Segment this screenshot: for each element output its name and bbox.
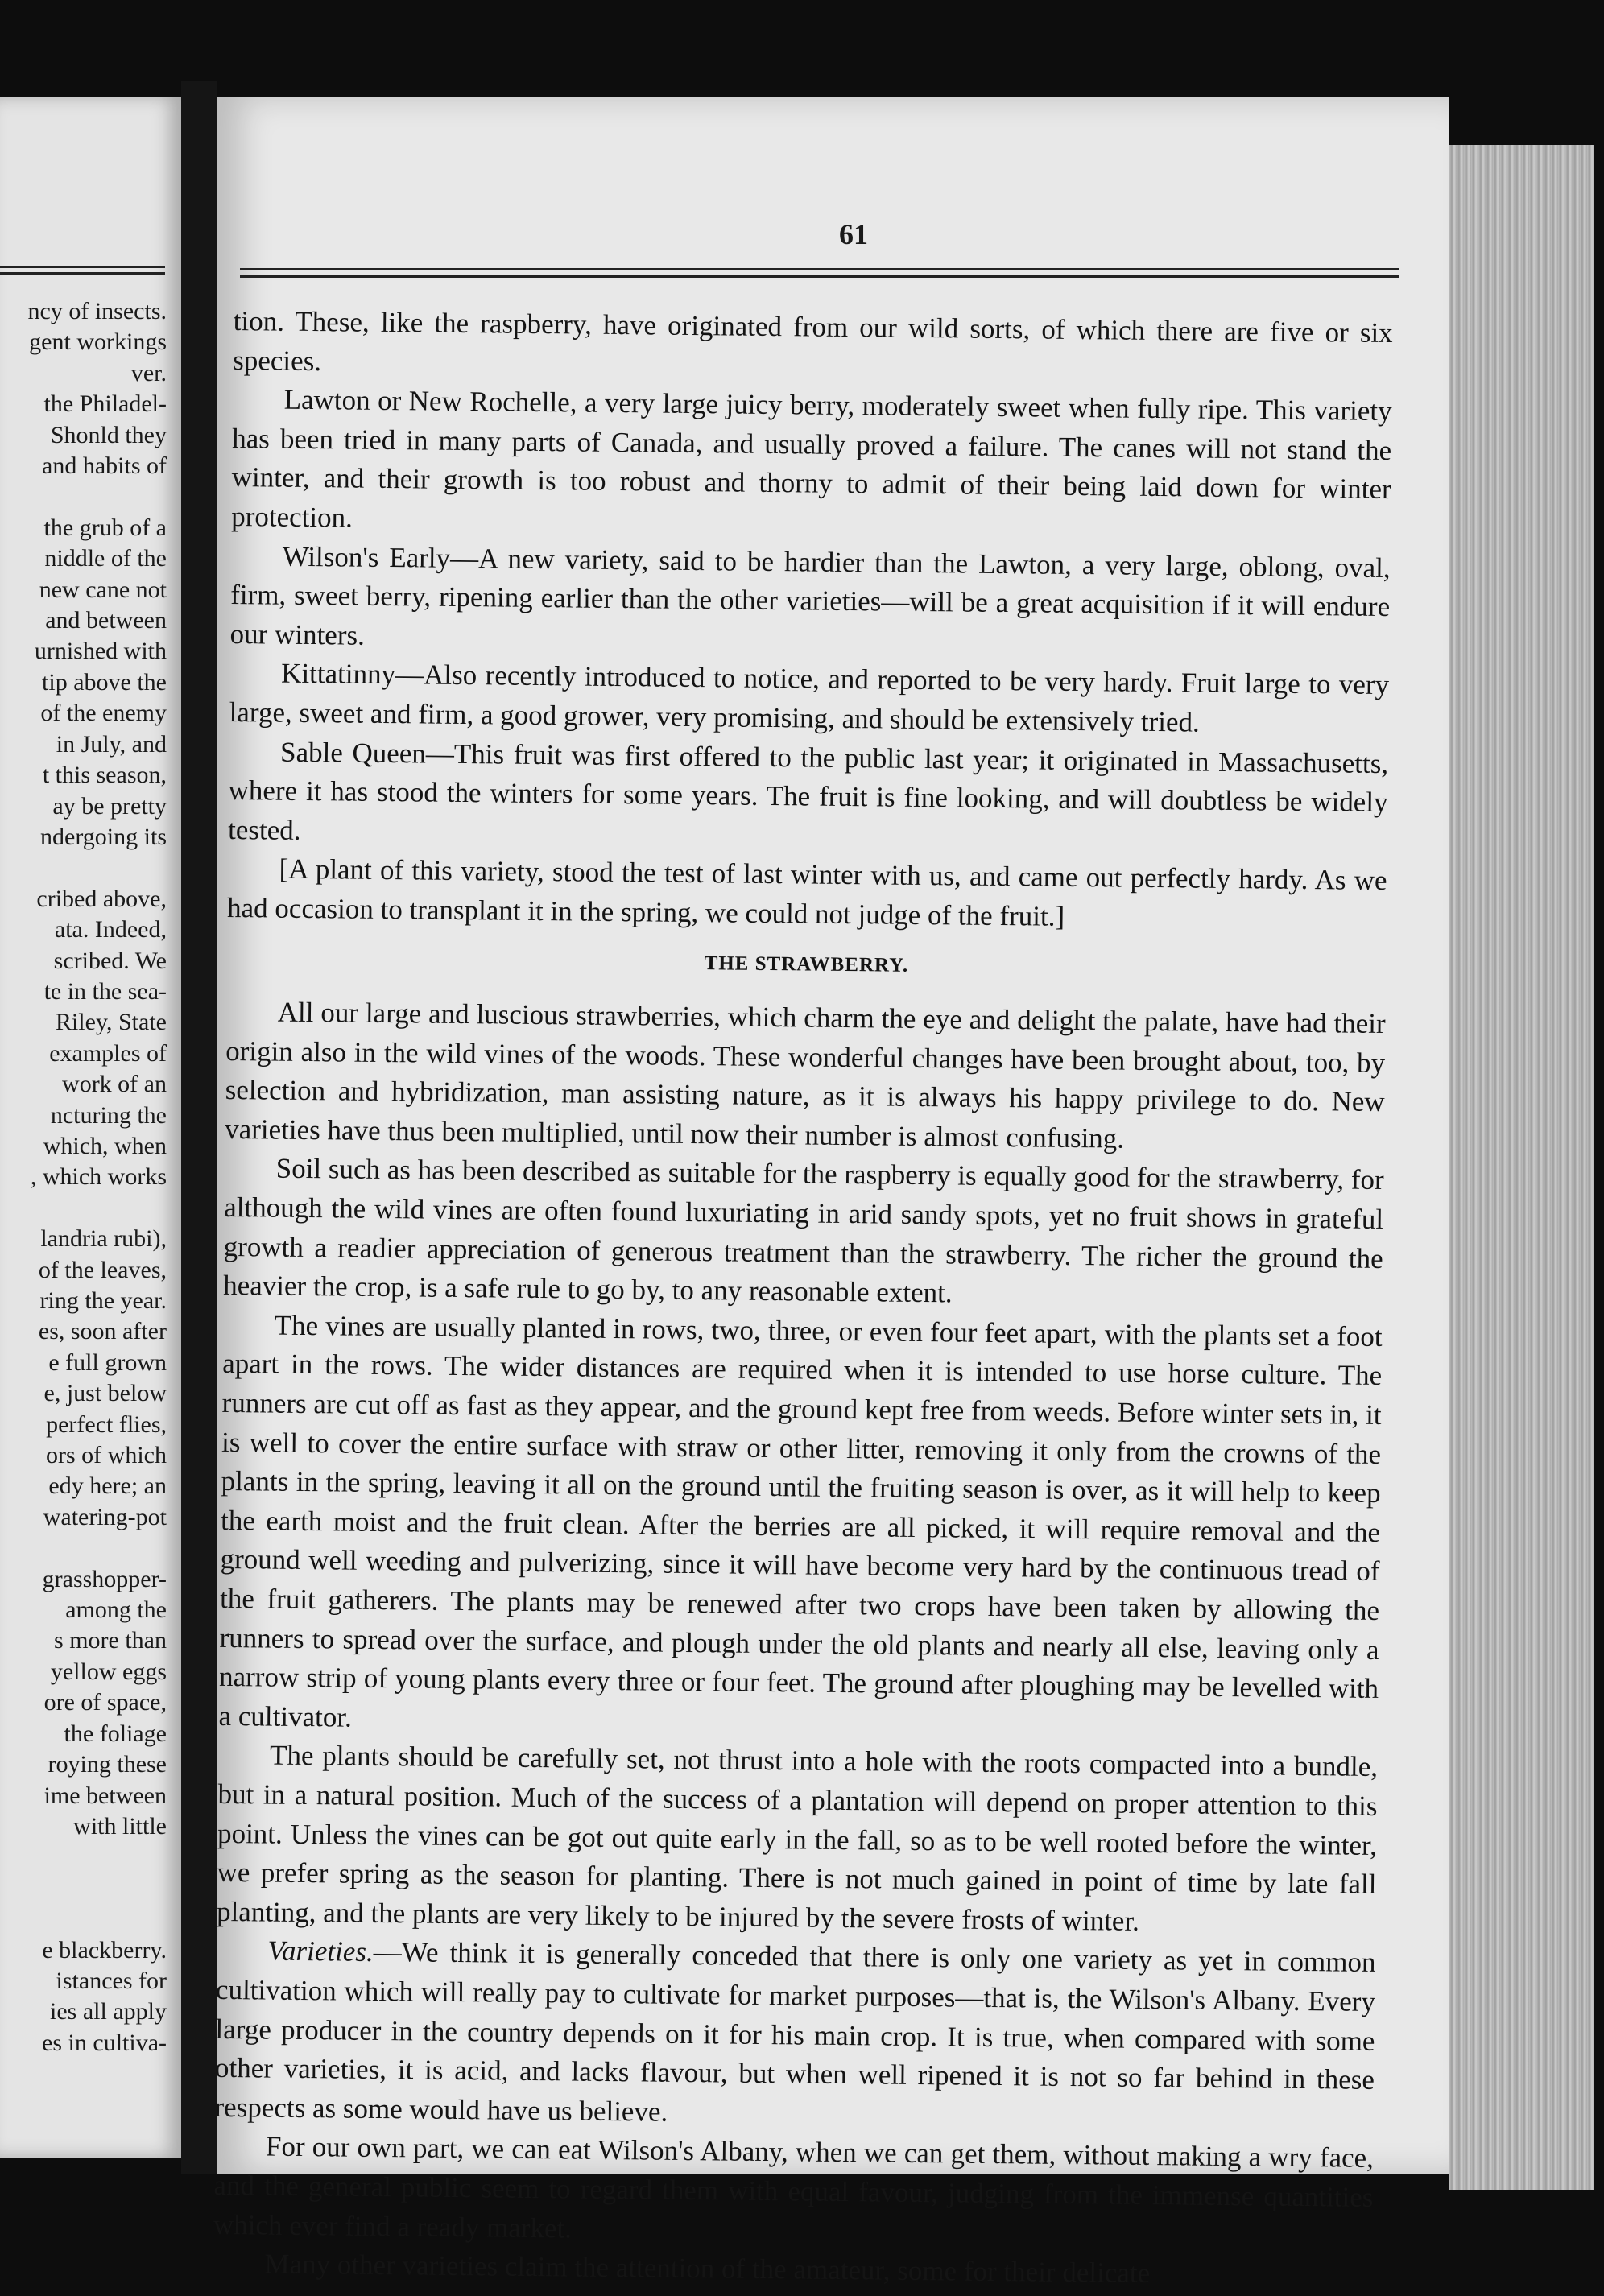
- page-body: [213, 302, 1393, 2296]
- left-page-line: istances for: [56, 1967, 167, 1994]
- left-page-line: and habits of: [42, 452, 167, 480]
- left-page-line: ors of which: [46, 1442, 167, 1469]
- left-page-line: [28, 1533, 167, 1563]
- paragraph: [A plant of this variety, stood the test of last winter with us, and came out perfectly hardy. As we had occasion to transplant it in the spring, we could not judge of the fruit.]: [226, 853, 1387, 932]
- paragraph: Wilson's Early—A new variety, said to be hardier than the Lawton, a very large, oblong, oval, firm, sweet berry, ripening earlier than the other varieties—will be a great acquisition if it will endure our winters.: [229, 540, 1391, 651]
- page-edges: [1449, 145, 1594, 2190]
- left-page-line: t this season,: [42, 762, 167, 789]
- paragraph: Sable Queen—This fruit was first offered to the public last year; it originated in Massachusetts, where it has stood the winters for some years. The fruit is fine looking, and will doubtless be widely tested.: [227, 736, 1389, 846]
- left-page-line: [28, 853, 167, 883]
- right-page: [213, 97, 1449, 2290]
- left-page-line: te in the sea-: [43, 977, 167, 1005]
- left-page-line: which, when: [43, 1132, 167, 1159]
- left-page-line: landria rubi),: [40, 1225, 167, 1253]
- left-page-line: [28, 1842, 167, 1873]
- left-page-rule: [0, 272, 165, 275]
- left-page-line: ay be pretty: [52, 792, 167, 820]
- left-page-line: s more than: [54, 1627, 167, 1654]
- section-strawberry: [217, 993, 1386, 1943]
- left-page-line: watering-pot: [43, 1503, 167, 1530]
- paragraph: Soil such as has been described as suitable for the raspberry is equally good for the strawberry, for although the wild vines are often found luxuriating in arid sandy spots, yet no fruit shows in grateful growth a readier appreciation of generous treatment than the strawberry. The richer the ground the heavier the crop, is a safe rule to go by, to any reasonable extent.: [223, 1153, 1384, 1309]
- left-page-line: perfect flies,: [46, 1410, 167, 1438]
- left-page-line: in July, and: [56, 730, 167, 758]
- left-page-line: the foliage: [64, 1720, 167, 1747]
- paragraph: Lawton or New Rochelle, a very large juicy berry, moderately sweet when fully ripe. This variety has been tried in many parts of Canada, and usually proved a failure. The canes will not stand the winter, and their growth is too robust and thorny to admit of their being laid down for winter protection.: [231, 383, 1392, 534]
- left-page-line: of the leaves,: [38, 1256, 167, 1283]
- left-page-line: edy here; an: [48, 1472, 167, 1500]
- left-page-line: [28, 481, 167, 512]
- section-heading: THE STRAWBERRY.: [704, 952, 909, 977]
- left-page-text: [28, 296, 167, 2059]
- paragraph: For our own part, we can eat Wilson's Albany, when we can get them, without making a wry face, and the general public seem to regard them with equal favour, judging from the immense quantities which ever find a ready market.: [213, 2130, 1375, 2244]
- left-page-line: gent workings: [29, 328, 167, 356]
- left-page-line: es, soon after: [38, 1318, 167, 1345]
- paragraph: Many other varieties claim the attention of the amateur, some for their delicate: [264, 2248, 1151, 2290]
- paragraph: All our large and luscious strawberries, which charm the eye and delight the palate, have had their origin also in the wild vines of the woods. These wonderful changes have been brought about, too, by selection and hybridization, man assisting nature, as it is always his happy privilege to do. New varieties have thus been multiplied, until now their number is almost confusing.: [225, 996, 1386, 1154]
- left-page-line: ndergoing its: [40, 823, 167, 850]
- left-page-line: e full grown: [48, 1348, 167, 1376]
- left-page-line: grasshopper-: [42, 1565, 167, 1592]
- left-page-line: and between: [45, 607, 167, 634]
- left-page-line: yellow eggs: [50, 1658, 167, 1685]
- left-page-line: e blackberry.: [42, 1936, 167, 1964]
- left-page-line: ncy of insects.: [27, 298, 167, 324]
- left-page-line: urnished with: [34, 638, 167, 665]
- book-gutter: [181, 81, 217, 2174]
- left-page-line: with little: [73, 1812, 167, 1840]
- left-page-line: Shonld they: [50, 421, 167, 448]
- left-page-line: tip above the: [42, 668, 167, 696]
- left-page-line: roying these: [48, 1751, 167, 1778]
- left-page-line: e, just below: [43, 1380, 167, 1407]
- left-page-line: Riley, State: [55, 1009, 167, 1036]
- left-page-line: ring the year.: [39, 1287, 167, 1314]
- left-page-line: new cane not: [39, 576, 167, 603]
- left-page-line: es in cultiva-: [42, 2029, 167, 2056]
- page-number: 61: [839, 218, 868, 250]
- paragraph: Kittatinny—Also recently introduced to notice, and reported to be very hardy. Fruit large to very large, sweet and firm, a good grower, very promising, and should be extensively tried.: [229, 657, 1390, 738]
- left-page-rule: [0, 266, 165, 268]
- left-page-line: [28, 1904, 167, 1935]
- left-page-line: ver.: [130, 359, 167, 386]
- varieties-text: —We think it is generally conceded that there is only one variety as yet in common cultivation which will really pay to cultivate for market purposes—that is, the Wilson's Albany. Every large producer in the country depends on it for his main crop. It is true, when compared with some other varieties, it is acid, and lacks flavour, but when well ripened it is not so far behind in these respects as some would have us believe.: [214, 1936, 1376, 2128]
- left-page-line: of the enemy: [40, 700, 167, 727]
- paragraph: The plants should be carefully set, not thrust into a hole with the roots compacted into a bundle, but in a natural position. Much of the success of a plantation will depend on proper attention to this point. Unless the vines can be got out quite early in the fall, so as to be well rooted before the winter, we prefer spring as the season for planting. There is not much gained in point of time by late fall planting, and the plants are very likely to be injured by the severe frosts of winter.: [216, 1739, 1379, 1937]
- left-page-line: the Philadel-: [43, 390, 167, 418]
- header-rule: [240, 275, 1399, 278]
- left-page: [0, 97, 181, 2158]
- left-page-line: ime between: [43, 1782, 167, 1809]
- left-page-line: , which works: [30, 1163, 167, 1191]
- left-page-line: ore of space,: [43, 1689, 167, 1716]
- left-page-line: examples of: [49, 1039, 167, 1067]
- left-page-line: [28, 1873, 167, 1904]
- left-page-line: niddle of the: [44, 545, 167, 572]
- paragraph: The vines are usually planted in rows, two, three, or even four feet apart, with the plants set a foot apart in the rows. The wider distances are required when it is intended to use horse culture. The runners are cut off as fast as they appear, and the ground kept free from weeds. Before winter sets in, it is well to cover the entire surface with straw or other litter, removing it only from the crowns of the plants in the spring, leaving it all on the ground until the fruiting season is over, as it will help to keep the earth moist and the fruit clean. After the berries are all picked, it will require removal and the ground well weeding and pulverizing, since it will have become very hard by the continuous tread of the fruit gatherers. The plants may be renewed after two crops have been taken by allowing the runners to spread over the surface, and plough under the old plants and nearly all else, leaving only a narrow strip of young plants every three or four feet. The ground after ploughing may be levelled with a cultivator.: [218, 1309, 1383, 1733]
- left-page-line: cribed above,: [36, 885, 167, 912]
- left-page-line: the grub of a: [43, 514, 167, 541]
- left-page-line: ata. Indeed,: [54, 916, 167, 944]
- left-page-line: scribed. We: [53, 947, 167, 974]
- left-page-line: among the: [65, 1596, 167, 1624]
- left-page-line: ies all apply: [50, 1998, 167, 2026]
- header-rule: [240, 268, 1399, 270]
- section-blackberry-varieties: [227, 302, 1393, 940]
- paragraph: tion. These, like the raspberry, have originated from our wild sorts, of which there are five or six species.: [233, 304, 1393, 377]
- varieties-lead: Varieties.: [267, 1935, 374, 1968]
- closing-paragraphs: [213, 2127, 1374, 2295]
- paragraph: [214, 1931, 1375, 2139]
- left-page-line: ncturing the: [50, 1101, 167, 1129]
- left-page-line: work of an: [62, 1071, 167, 1098]
- left-page-line: [28, 1193, 167, 1224]
